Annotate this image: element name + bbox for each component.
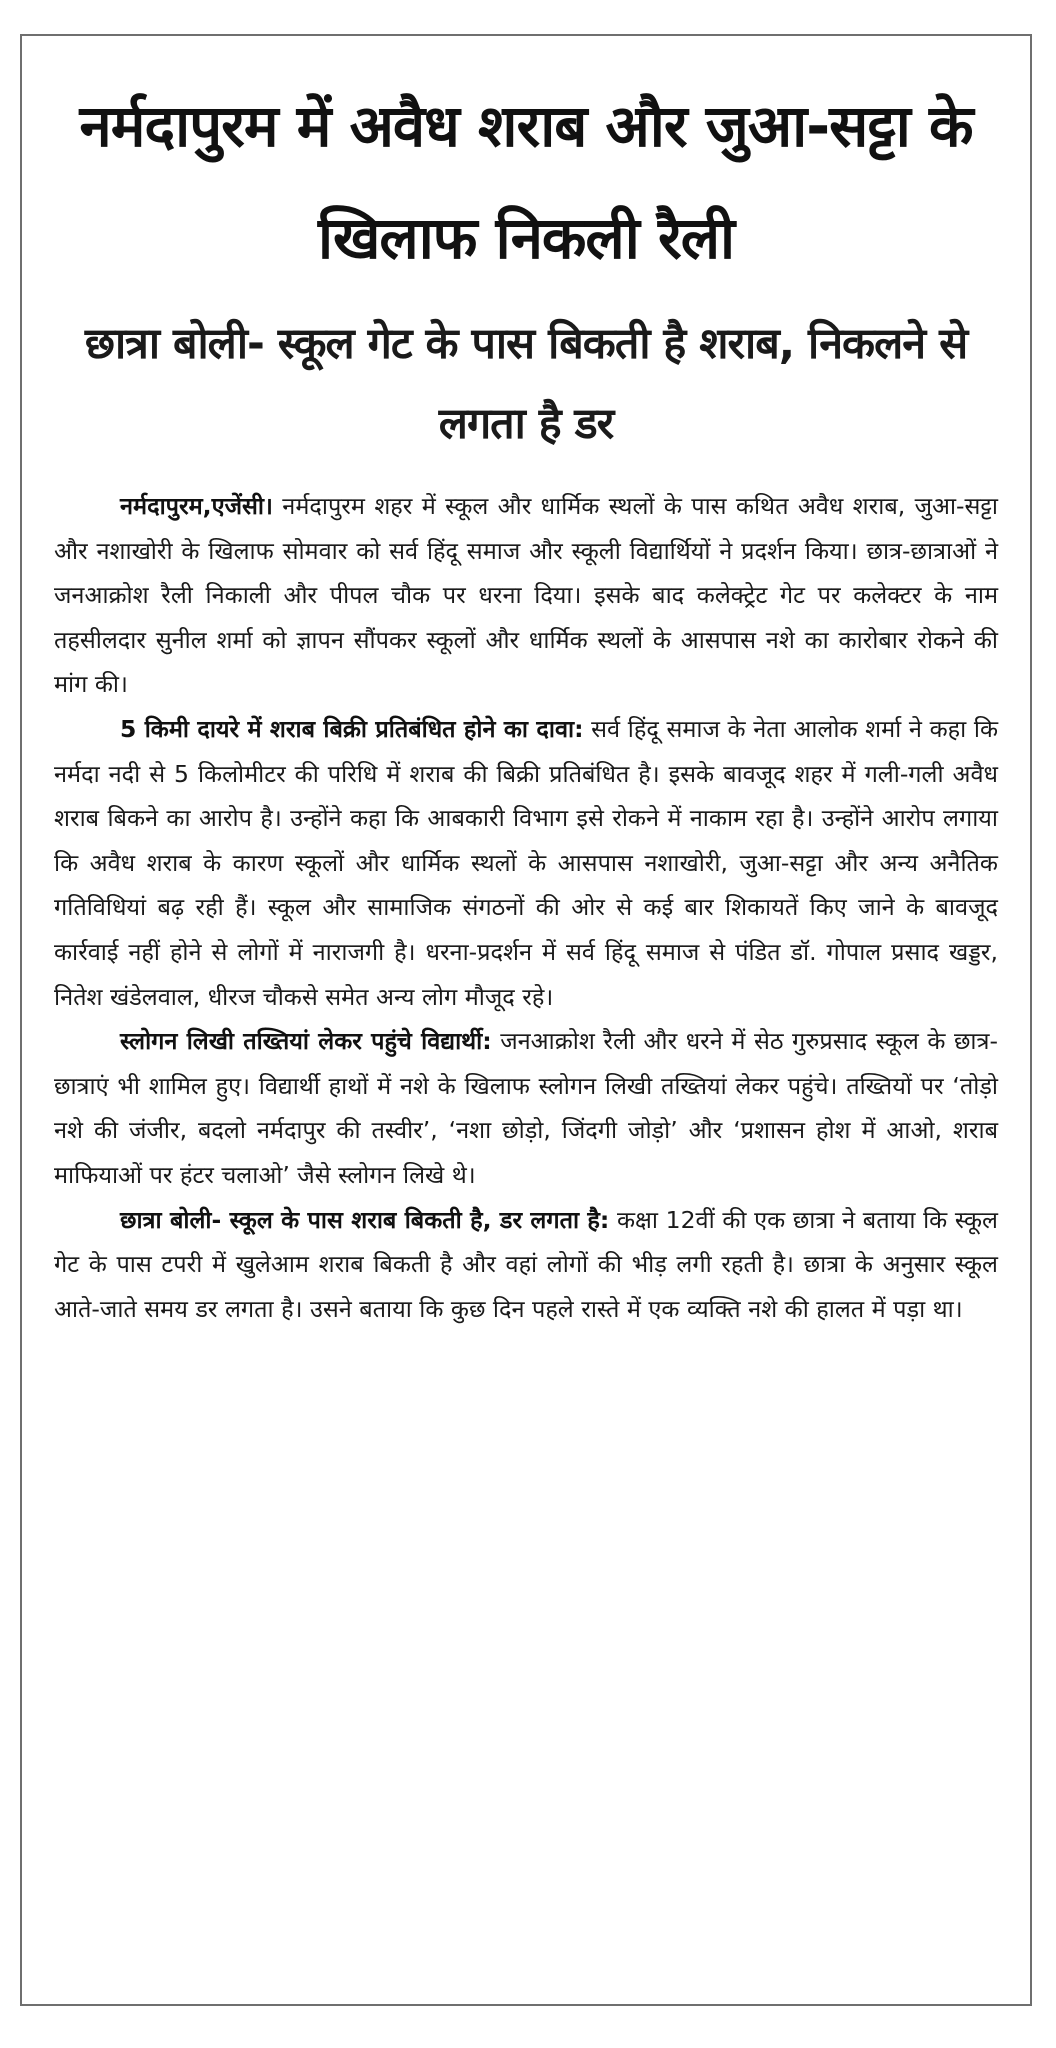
paragraph-liquor-ban-claim bbox=[54, 707, 998, 1019]
section-heading: स्लोगन लिखी तख्तियां लेकर पहुंचे विद्यार्थी: bbox=[120, 1027, 492, 1056]
paragraph-student-quote bbox=[54, 1198, 998, 1332]
news-clipping bbox=[20, 34, 1032, 2006]
paragraph-dateline bbox=[54, 484, 998, 707]
headline: नर्मदापुरम में अवैध शराब और जुआ-सट्टा के खिलाफ निकली रैली bbox=[79, 92, 973, 272]
paragraph-text: कक्षा 12वीं की एक छात्रा ने बताया कि स्कूल गेट के पास टपरी में खुलेआम शराब बिकती है और वहां लोगों की भीड़ लगी रहती है। छात्रा के अनुसार स्कूल आते-जाते समय डर लगता है। उसने बताया कि कुछ दिन पहले रास्ते में एक व्यक्ति नशे की हालत में पड़ा था। bbox=[54, 1205, 998, 1323]
paragraph-text: सर्व हिंदू समाज के नेता आलोक शर्मा ने कहा कि नर्मदा नदी से 5 किलोमीटर की परिधि में शराब की बिक्री प्रतिबंधित है। इसके बावजूद शहर में गली-गली अवैध शराब बिकने का आरोप है। उन्होंने कहा कि आबकारी विभाग इसे रोकने में नाकाम रहा है। उन्होंने आरोप लगाया कि अवैध शराब के कारण स्कूलों और धार्मिक स्थलों के आसपास नशाखोरी, जुआ-सट्टा और अन्य अनैतिक गतिविधियां बढ़ रही हैं। स्कूल और सामाजिक संगठनों की ओर से कई बार शिकायतें किए जाने के बावजूद कार्रवाई नहीं होने से लोगों में नाराजगी है। धरना-प्रदर्शन में सर्व हिंदू समाज से पंडित डॉ. गोपाल प्रसाद खड्डर, नितेश खंडेलवाल, धीरज चौकसे समेत अन्य लोग मौजूद रहे। bbox=[54, 714, 998, 1011]
paragraph-text: नर्मदापुरम शहर में स्कूल और धार्मिक स्थलों के पास कथित अवैध शराब, जुआ-सट्टा और नशाखोरी के खिलाफ सोमवार को सर्व हिंदू समाज और स्कूली विद्यार्थियों ने प्रदर्शन किया। छात्र-छात्राओं ने जनआक्रोश रैली निकाली और पीपल चौक पर धरना दिया। इसके बाद कलेक्ट्रेट गेट पर कलेक्टर के नाम तहसीलदार सुनील शर्मा को ज्ञापन सौंपकर स्कूलों और धार्मिक स्थलों के आसपास नशे का कारोबार रोकने की मांग की। bbox=[54, 492, 998, 699]
paragraph-text: जनआक्रोश रैली और धरने में सेठ गुरुप्रसाद स्कूल के छात्र-छात्राएं भी शामिल हुए। विद्यार्थी हाथों में नशे के खिलाफ स्लोगन लिखी तख्तियां लेकर पहुंचे। तख्तियों पर ‘तोड़ो नशे की जंजीर, बदलो नर्मदापुर की तस्वीर’, ‘नशा छोड़ो, जिंदगी जोड़ो’ और ‘प्रशासन होश में आओ, शराब माफियाओं पर हंटर चलाओ’ जैसे स्लोगन लिखे थे। bbox=[54, 1027, 998, 1189]
section-heading: 5 किमी दायरे में शराब बिक्री प्रतिबंधित होने का दावा: bbox=[120, 714, 584, 743]
subheadline: छात्रा बोली- स्कूल गेट के पास बिकती है शराब, निकलने से लगता है डर bbox=[84, 319, 968, 449]
section-heading: छात्रा बोली- स्कूल के पास शराब बिकती है, डर लगता है: bbox=[120, 1205, 610, 1234]
article-body bbox=[22, 464, 1030, 1331]
dateline: नर्मदापुरम,एजेंसी। bbox=[120, 492, 273, 520]
paragraph-students-slogans bbox=[54, 1019, 998, 1197]
